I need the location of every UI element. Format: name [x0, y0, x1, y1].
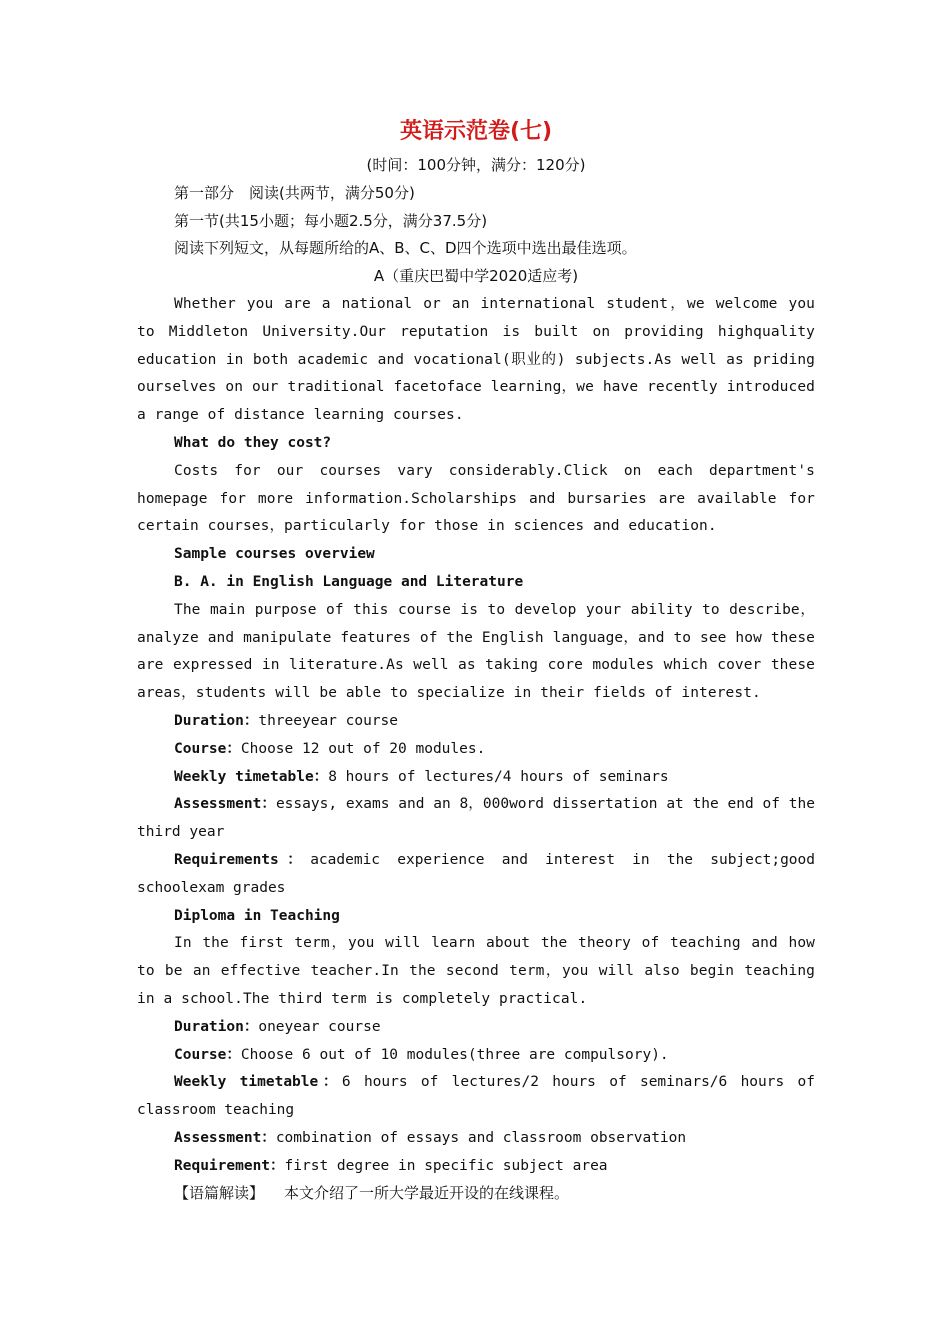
course-english-requirements	[137, 847, 815, 903]
passage-analysis	[137, 1180, 815, 1208]
intro-paragraph: Whether you are a national or an international student，we welcome you to Middleton University.Our reputation is built on providing highquality education in both academic and vocational(职业的) subjects.As well as priding ourselves on our traditional facetoface learning，we have recently introduced a range of distance learning courses.	[137, 295, 815, 424]
overview-heading: Sample courses overview	[174, 546, 375, 563]
requirements-value: academic experience and interest in the subject;good schoolexam grades	[137, 851, 815, 896]
requirements-label: Requirements：	[174, 851, 311, 868]
assessment-label: Assessment：	[174, 796, 276, 813]
assessment-label: Assessment：	[174, 1129, 276, 1146]
course-teaching-description: In the first term，you will learn about the theory of teaching and how to be an effective teacher.In the second term，you will also begin teaching in a school.The third term is completely practical.	[137, 935, 815, 1007]
course-english-course	[137, 736, 815, 764]
course-teaching	[137, 903, 815, 1181]
assessment-value: combination of essays and classroom observation	[275, 1129, 687, 1146]
course-english-heading: B. A. in English Language and Literature	[174, 573, 524, 590]
duration-label: Duration：	[174, 1018, 259, 1035]
course-teaching-course	[137, 1042, 815, 1070]
course-teaching-requirement	[137, 1153, 815, 1181]
assessment-value: essays, exams and an 8，000word dissertation at the end of the third year	[137, 796, 815, 841]
part-heading: 第一部分 阅读(共两节，满分50分)	[174, 183, 415, 202]
course-value: Choose 12 out of 20 modules.	[240, 740, 486, 757]
cost-paragraph: Costs for our courses vary considerably.Click on each department's homepage for more information.Scholarships and bursaries are available for certain courses，particularly for those in sciences and education.	[137, 462, 815, 535]
section-heading: 第一节(共15小题；每小题2.5分，满分37.5分)	[174, 211, 488, 230]
duration-label: Duration：	[174, 712, 259, 729]
analysis-text: 本文介绍了一所大学最近开设的在线课程。	[284, 1184, 570, 1203]
timetable-value: 8 hours of lectures/4 hours of seminars	[328, 768, 669, 785]
directions: 阅读下列短文，从每题所给的A、B、C、D四个选项中选出最佳选项。	[174, 239, 637, 258]
course-english-description: The main purpose of this course is to develop your ability to describe，analyze and manipulate features of the English language，and to see how these are expressed in literature.As well as taking core modules which cover these areas，students will be able to specialize in their fields of interest.	[137, 601, 815, 702]
analysis-label: 【语篇解读】	[174, 1184, 265, 1203]
course-teaching-heading: Diploma in Teaching	[174, 907, 340, 924]
course-label: Course：	[174, 1046, 241, 1063]
course-teaching-duration	[137, 1014, 815, 1042]
timetable-label: Weekly timetable：	[174, 1074, 342, 1091]
course-english-assessment	[137, 791, 815, 847]
page-title: 英语示范卷(七)	[399, 119, 553, 144]
course-teaching-timetable	[137, 1069, 815, 1125]
timetable-value: 6 hours of lectures/2 hours of seminars/6 hours of classroom teaching	[137, 1074, 815, 1119]
course-label: Course：	[174, 740, 241, 757]
course-english-duration	[137, 708, 815, 736]
duration-value: threeyear course	[258, 712, 399, 729]
duration-value: oneyear course	[258, 1018, 381, 1035]
requirement-value: first degree in specific subject area	[284, 1157, 608, 1174]
cost-heading: What do they cost?	[174, 434, 332, 451]
exam-page	[137, 112, 815, 1208]
course-teaching-assessment	[137, 1125, 815, 1153]
timetable-label: Weekly timetable：	[174, 768, 329, 785]
requirement-label: Requirement：	[174, 1157, 285, 1174]
passage-label: A（重庆巴蜀中学2020适应考)	[373, 267, 579, 286]
course-value: Choose 6 out of 10 modules(three are compulsory).	[240, 1046, 669, 1063]
course-english	[137, 569, 815, 903]
course-english-timetable	[137, 764, 815, 792]
exam-info: (时间：100分钟，满分：120分)	[366, 156, 586, 174]
